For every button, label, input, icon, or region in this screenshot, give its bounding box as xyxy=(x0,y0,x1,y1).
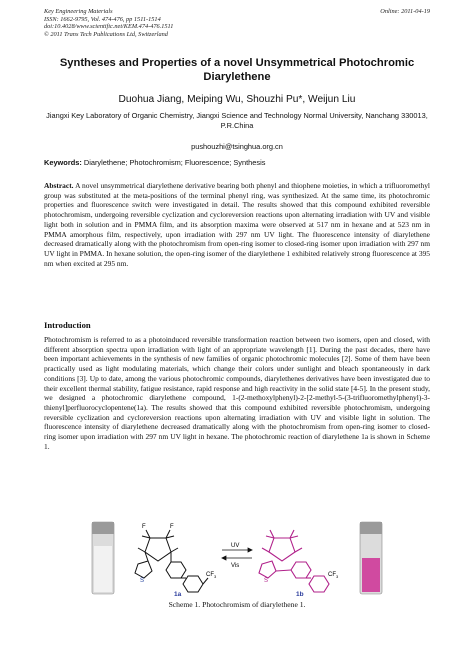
scheme-figure xyxy=(88,516,388,598)
structure-open xyxy=(135,530,208,592)
cf3-open: $CF_3$ xyxy=(206,572,217,579)
reaction-arrows xyxy=(222,548,252,560)
introduction-body: Photochromism is referred to as a photoinduced reversible transformation reaction between two isomers, open and closed, with different absorption spectra upon irradiation with light of an appropriate wavelength [1]. During the past decades, there have been important achievements in the synthesis of new families of organic photochromic molecules [2]. Some of them have been practically used as light modulating materials, which change their colors under sunlight and bleach spontaneously in dark conditions [3]. Up to date, among the various photochromic compounds, diarylethenes derivatives have been investigated due to their excellent thermal stability, fatigue resistance, rapid response and high reactivity in the solid state [4-5]. In the present study, we designed a photochromic diarylethene compound, 1-(2-methoxylphenyl)-2-[2-methyl-5-(3-trifluoromethylphenyl)-3-thienyl]perfluorocyclopentene(1a). The results showed that this compound exhibited reversible photochromism, undergoing reversible cyclization and cycloreversion reactions upon alternating irradiation with UV and visible light in solution. The fluorescence intensity of diarylethene decreased dramatically along with the photochromism from open-ring isomer to closed-ring isomer upon irradiation with 297 nm UV light in hexane. The photochromic reaction of diarylethene 1a is shown in Scheme 1. xyxy=(44,335,430,451)
journal-header xyxy=(44,8,430,38)
affiliation: Jiangxi Key Laboratory of Organic Chemistry, Jiangxi Science and Technology Normal University, Nanchang 330013, P.R.China xyxy=(46,111,428,130)
journal-issn: ISSN: 1662-9795, Vol. 474-476, pp 1511-1514 xyxy=(44,15,161,23)
journal-name: Key Engineering Materials xyxy=(44,8,113,15)
abstract-text: A novel unsymmetrical diarylethene derivative bearing both phenyl and thiophene moieties, in which a trifluoromethyl group was substituted at the meta-positions of the terminal phenyl ring, was synthesized. At the same time, its photochromic properties and fluorescence switch were investigated in detail. The results showed that this compound exhibited reversible photochromism, undergoing reversible cyclization and cycloreversion reactions upon alternating irradiation with UV and visible light both in solution and in PMMA film, and its absorption maxima were observed at 517 nm in hexane and at 523 nm in PMMA amorphous film, respectively, upon irradiation with 297 nm UV light. The fluorescence intensity of diarylethene decreased dramatically along with the photochromism from open-ring isomer to closed-ring isomer upon irradiation with 297 nm UV light in PMMA. In hexane solution, the open-ring isomer of the diarylethene 1 exhibited relatively strong fluorescence at 395 nm when excited at 295 nm. xyxy=(44,181,430,268)
vial-open xyxy=(92,522,114,594)
keywords-text: Diarylethene; Photochromism; Fluorescence; Synthesis xyxy=(83,158,266,167)
label-1a: 1a xyxy=(174,591,182,598)
journal-copyright: © 2011 Trans Tech Publications Ltd, Switzerland xyxy=(44,30,168,38)
journal-doi: doi:10.4028/www.scientific.net/KEM.474-476.1511 xyxy=(44,23,174,31)
keywords-label: Keywords: xyxy=(44,158,82,167)
cf3-closed: $CF_3$ xyxy=(328,572,339,579)
keywords xyxy=(44,158,430,167)
f-atom-1: F xyxy=(142,524,146,530)
label-vis: Vis xyxy=(231,563,240,569)
corresponding-email: pushouzhi@tsinghua.org.cn xyxy=(191,142,283,151)
f-atom-2: F xyxy=(170,524,174,530)
paper-title: Syntheses and Properties of a novel Unsymmetrical Photochromic Diarylethene xyxy=(59,57,415,83)
author-list: Duohua Jiang, Meiping Wu, Shouzhi Pu*, Weijun Liu xyxy=(118,94,356,105)
online-date: Online: 2011-04-19 xyxy=(380,8,430,15)
s-atom-open: S xyxy=(140,578,145,584)
label-uv: UV xyxy=(231,543,240,549)
scheme-caption: Scheme 1. Photochromism of diarylethene 1. xyxy=(168,600,306,609)
abstract-label: Abstract. xyxy=(44,181,74,190)
s-atom-closed: S xyxy=(264,578,269,584)
structure-closed xyxy=(259,530,329,592)
label-1b: 1b xyxy=(296,591,304,598)
introduction-heading: Introduction xyxy=(44,320,91,330)
vial-closed xyxy=(360,522,382,594)
abstract xyxy=(44,181,430,268)
